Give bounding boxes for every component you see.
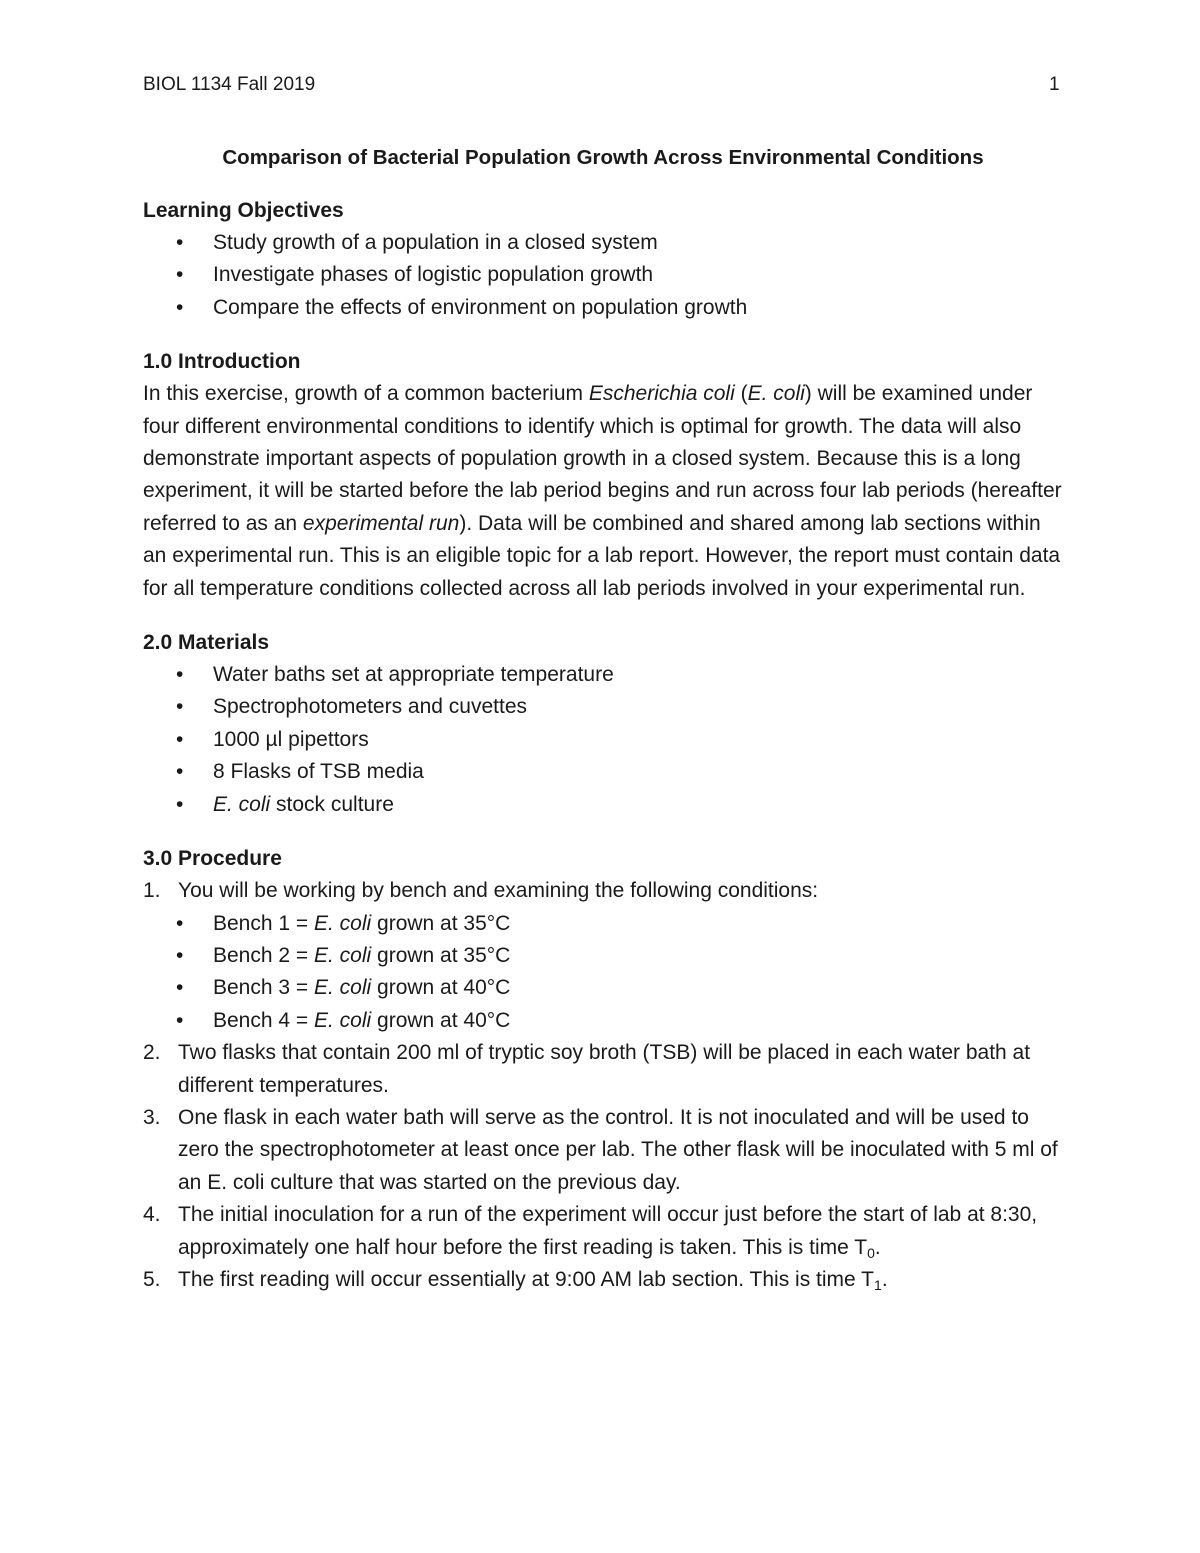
list-item: • Investigate phases of logistic population growth — [143, 259, 1063, 291]
procedure-steps — [143, 875, 1063, 1296]
introduction-heading: 1.0 Introduction — [143, 350, 301, 374]
list-item: • Bench 3 = E. coli grown at 40°C — [178, 972, 1063, 1004]
list-item: • Study growth of a population in a closed system — [143, 227, 1063, 259]
procedure-step: 2. Two flasks that contain 200 ml of tryptic soy broth (TSB) will be placed in each water bath at different temperatures. — [143, 1041, 1031, 1097]
introduction-paragraph: In this exercise, growth of a common bacterium Escherichia coli (E. coli) will be examined under four different environmental conditions to identify which is optimal for growth. The data will also demonstrate important aspects of population growth in a closed system. Because this is a long experiment, it will be started before the lab period begins and run across four lab periods (hereafter referred to as an experimental run). Data will be combined and shared among lab sections within an experimental run. This is an eligible topic for a lab report. However, the report must contain data for all temperature conditions collected across all lab periods involved in your experimental run. — [143, 382, 1062, 600]
list-item: • 8 Flasks of TSB media — [143, 756, 1063, 788]
materials-heading: 2.0 Materials — [143, 631, 270, 655]
list-item: • Compare the effects of environment on population growth — [143, 292, 1063, 324]
page-number: 1 — [1049, 74, 1060, 95]
procedure-step: 4. The initial inoculation for a run of the experiment will occur just before the start of lab at 8:30, approximately one half hour before the first reading is taken. This is time $T_0$. — [143, 1203, 1038, 1261]
list-item: • Water baths set at appropriate temperature — [143, 659, 1063, 691]
learning-objectives-list — [143, 227, 1063, 324]
list-item: • E. coli stock culture — [143, 789, 1063, 821]
bench-list — [178, 908, 1063, 1038]
document-body — [143, 143, 1063, 1296]
procedure-step: 5. The first reading will occur essentially at 9:00 AM lab section. This is time $T_1$. — [143, 1267, 888, 1293]
document-title: Comparison of Bacterial Population Growth Across Environmental Conditions — [222, 146, 984, 169]
learning-objectives-heading: Learning Objectives — [143, 199, 344, 222]
materials-list — [143, 659, 1063, 821]
procedure-step: 1. You will be working by bench and examining the following conditions: • Bench 1 = E. coli grown at 35°C • Bench 2 = E. coli grown at 35°C • Bench 3 = E. coli grown at 40°C • Bench 4 = E. coli grown at 40°C — [143, 875, 1063, 1037]
procedure-heading: 3.0 Procedure — [143, 847, 282, 871]
list-item: • Bench 4 = E. coli grown at 40°C — [178, 1005, 1063, 1037]
list-item: • Bench 2 = E. coli grown at 35°C — [178, 940, 1063, 972]
list-item: • Spectrophotometers and cuvettes — [143, 691, 1063, 723]
list-item: • 1000 µl pipettors — [143, 724, 1063, 756]
procedure-step: 3. One flask in each water bath will serve as the control. It is not inoculated and will be used to zero the spectrophotometer at least once per lab. The other flask will be inoculated with 5 ml of an E. coli culture that was started on the previous day. — [143, 1105, 1058, 1194]
list-item: • Bench 1 = E. coli grown at 35°C — [178, 908, 1063, 940]
running-header: BIOL 1134 Fall 2019 — [143, 74, 316, 95]
